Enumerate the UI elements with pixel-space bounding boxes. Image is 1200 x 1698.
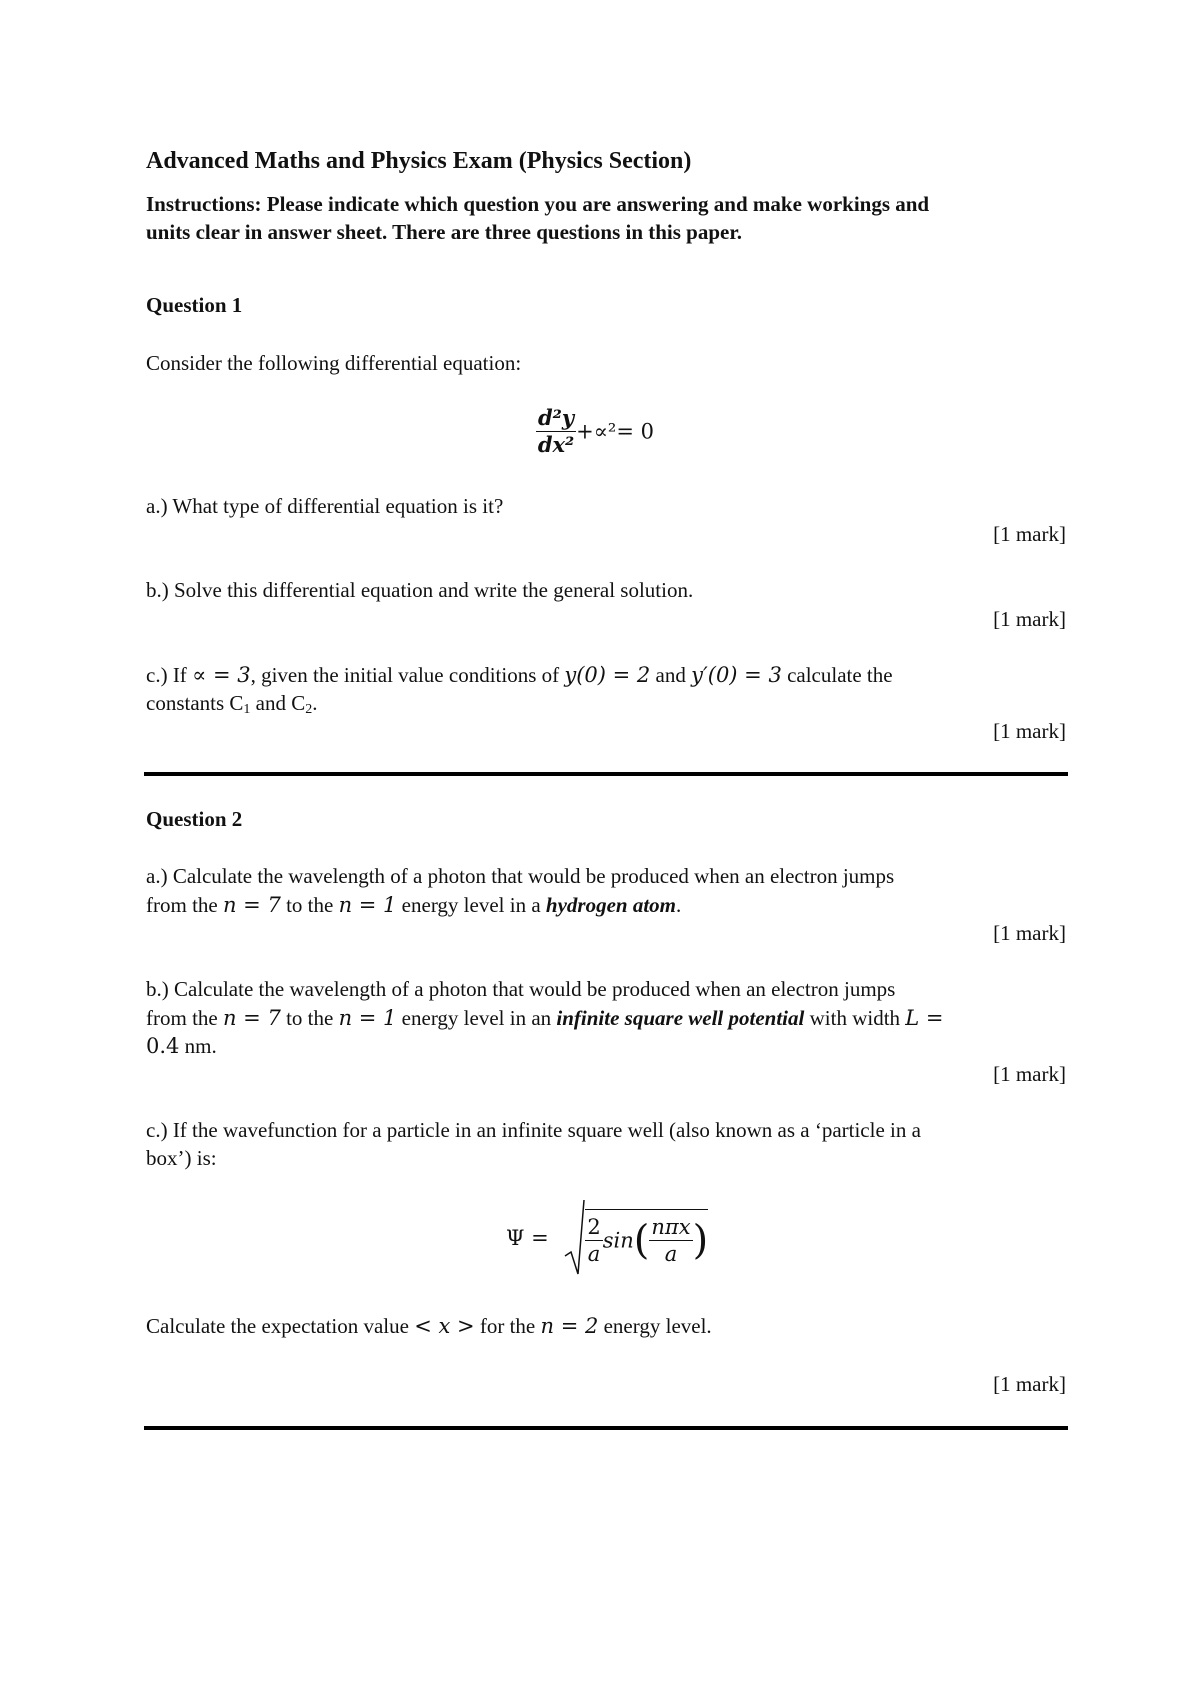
q1-part-c <box>146 661 893 689</box>
q2-part-c: c.) If the wavefunction for a particle in an infinite square well (also known as a ‘particle in a <box>146 1118 921 1142</box>
q2-a-mark: [1 mark] <box>993 921 1066 945</box>
text: to the <box>280 1006 339 1030</box>
sin-argument-fraction <box>649 1214 692 1267</box>
question-2-heading: Question 2 <box>146 807 243 831</box>
text: Calculate the expectation value <box>146 1314 415 1338</box>
sqrt-denominator: a <box>587 1242 601 1266</box>
text: . <box>676 893 682 917</box>
text: . <box>312 691 318 715</box>
sqrt-fraction <box>585 1214 602 1267</box>
text: nm. <box>179 1034 217 1058</box>
math-n2: n = 2 <box>540 1314 599 1338</box>
text: energy level. <box>598 1314 712 1338</box>
math-alpha: ∝ = 3 <box>192 663 251 687</box>
emphasis: hydrogen atom <box>545 893 676 917</box>
math-n7: n = 7 <box>222 893 281 917</box>
argument-numerator: nπx <box>651 1215 691 1239</box>
text: energy level in an <box>396 1006 557 1030</box>
math-width-value: 0.4 <box>146 1034 180 1058</box>
math-expectation-x: < x > <box>414 1314 475 1338</box>
text: and <box>650 663 692 687</box>
subscript: 2 <box>305 702 313 717</box>
sin-function: sin <box>602 1228 634 1253</box>
q2-part-b: b.) Calculate the wavelength of a photon that would be produced when an electron jumps <box>146 977 896 1001</box>
math-n7: n = 7 <box>222 1006 281 1030</box>
q2-b-mark: [1 mark] <box>993 1062 1066 1086</box>
instructions-line-2: units clear in answer sheet. There are three questions in this paper. <box>146 220 743 244</box>
q2-part-c-line-2: box’) is: <box>146 1146 217 1170</box>
text: from the <box>146 893 223 917</box>
q2-part-c-expectation <box>146 1312 712 1340</box>
text: c.) If <box>146 663 193 687</box>
open-paren: ( <box>633 1217 650 1264</box>
close-paren: ) <box>692 1217 709 1264</box>
q1-b-mark: [1 mark] <box>993 607 1066 631</box>
q1-c-mark: [1 mark] <box>993 719 1066 743</box>
differential-equation <box>536 405 654 458</box>
text: for the <box>474 1314 541 1338</box>
question-1-heading: Question 1 <box>146 293 243 317</box>
section-divider <box>144 772 1068 776</box>
sqrt-body <box>585 1209 708 1267</box>
sqrt-sign-icon <box>563 1198 585 1278</box>
q2-part-b-line-2 <box>146 1004 944 1032</box>
text: calculate the <box>781 663 893 687</box>
equation-rest: +∝²= 0 <box>576 419 654 444</box>
q1-a-mark: [1 mark] <box>993 522 1066 546</box>
subscript: 1 <box>243 702 251 717</box>
math-y0: y(0) = 2 <box>564 663 651 687</box>
q1-part-a: a.) What type of differential equation is it? <box>146 494 504 518</box>
sqrt-expression <box>563 1198 708 1278</box>
sqrt-numerator: 2 <box>587 1215 601 1239</box>
q2-part-a-line-2 <box>146 891 681 919</box>
q1-part-c-line-2 <box>146 689 318 724</box>
emphasis: infinite square well potential <box>556 1006 805 1030</box>
wavefunction-equation <box>506 1198 708 1278</box>
text: with width <box>804 1006 906 1030</box>
equation-fraction <box>536 405 576 458</box>
equation-numerator: d²y <box>538 405 575 430</box>
q2-part-a: a.) Calculate the wavelength of a photon that would be produced when an electron jumps <box>146 864 895 888</box>
math-n1: n = 1 <box>338 893 397 917</box>
q2-c-mark: [1 mark] <box>993 1372 1066 1396</box>
math-yprime0: y′(0) = 3 <box>691 663 782 687</box>
instructions-line-1: Instructions: Please indicate which question you are answering and make workings and <box>146 192 930 216</box>
math-n1: n = 1 <box>338 1006 397 1030</box>
text: to the <box>280 893 339 917</box>
argument-denominator: a <box>664 1242 678 1266</box>
psi-symbol: Ψ = <box>506 1226 549 1250</box>
question-1-intro: Consider the following differential equation: <box>146 351 522 375</box>
q1-part-b: b.) Solve this differential equation and write the general solution. <box>146 578 694 602</box>
page-title: Advanced Maths and Physics Exam (Physics Section) <box>146 148 692 174</box>
text: , given the initial value conditions of <box>250 663 565 687</box>
text: and C <box>250 691 306 715</box>
q2-part-b-line-3 <box>146 1032 217 1060</box>
math-L: L = <box>905 1006 944 1030</box>
text: from the <box>146 1006 223 1030</box>
equation-denominator: dx² <box>537 432 575 457</box>
section-divider-bottom <box>144 1426 1068 1430</box>
text: energy level in a <box>396 893 546 917</box>
text: constants C <box>146 691 244 715</box>
